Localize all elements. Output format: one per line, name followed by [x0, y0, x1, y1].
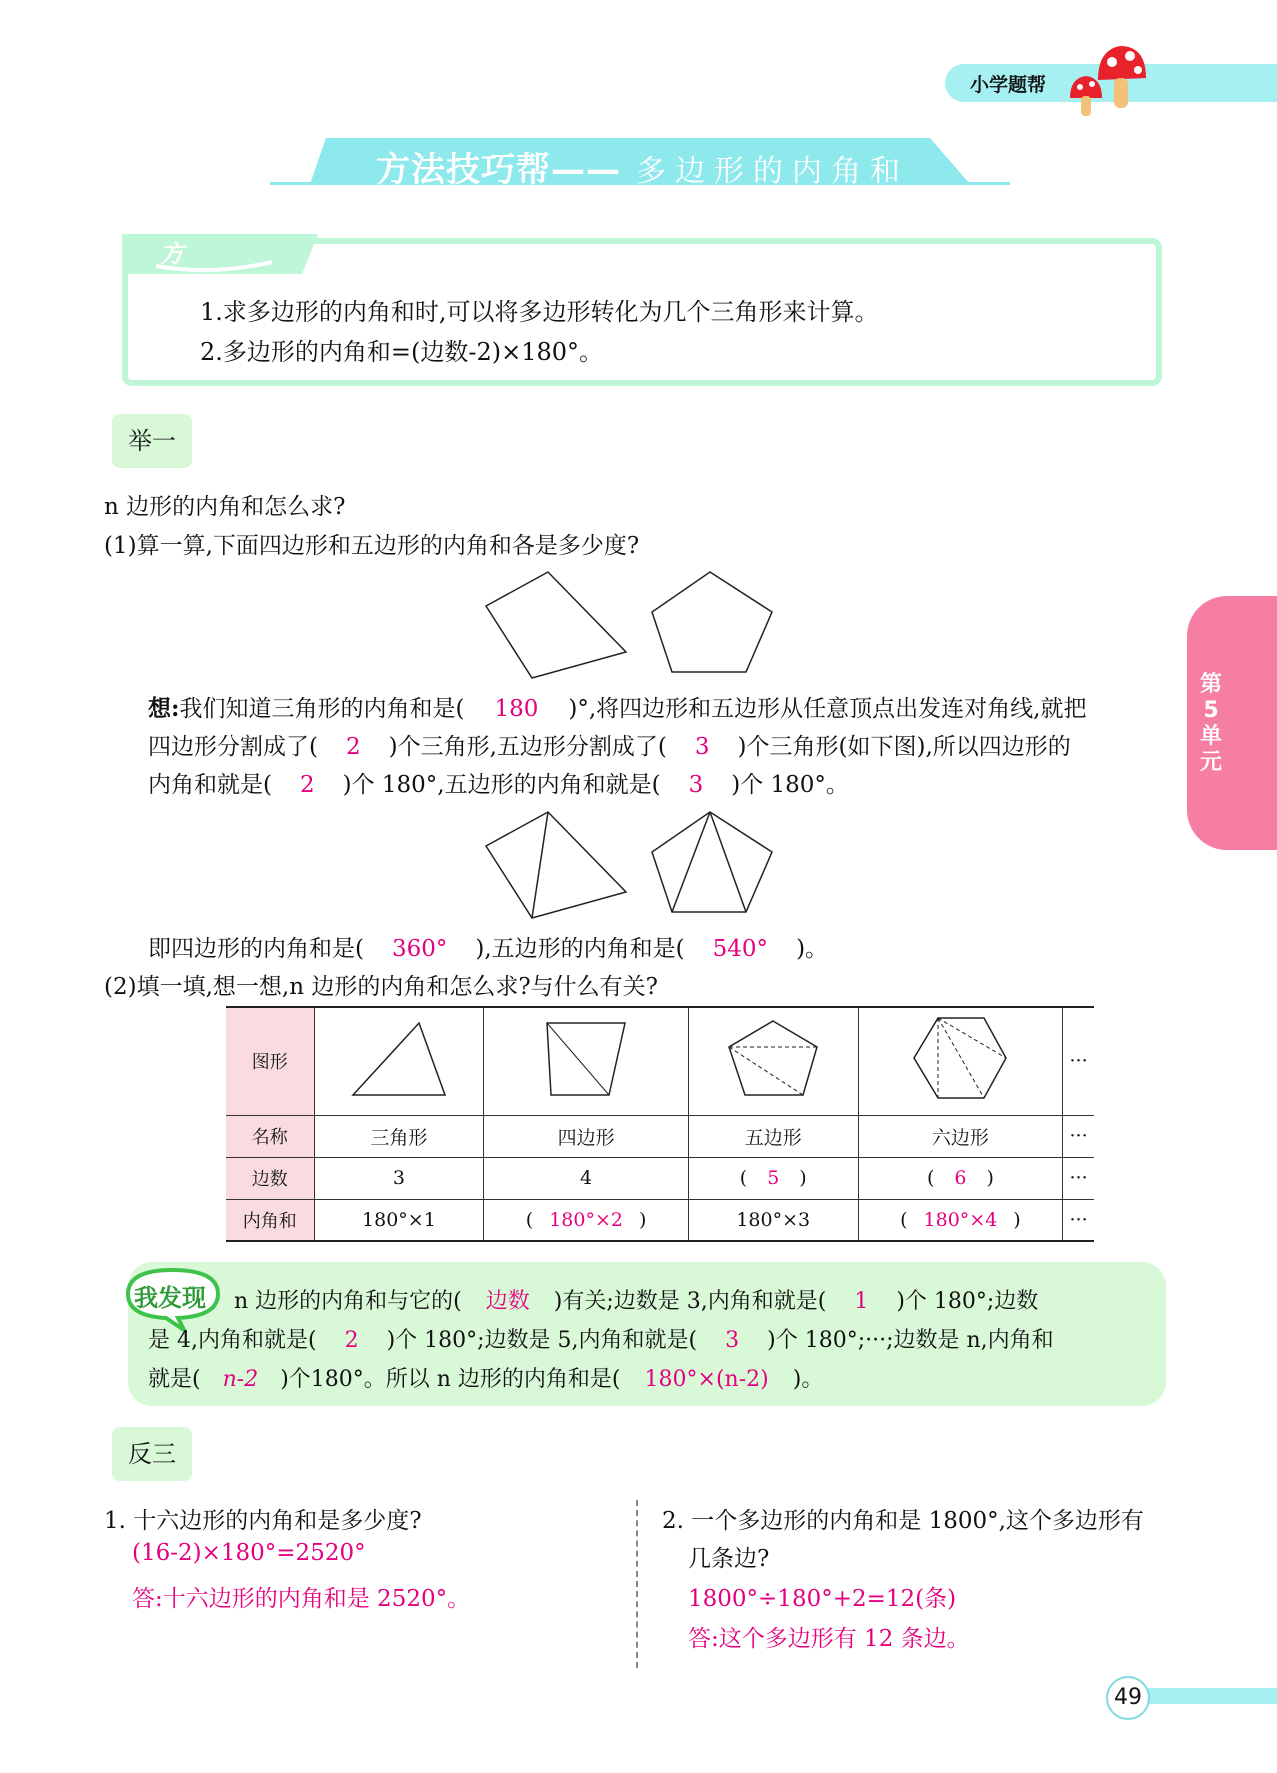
discover-text-3b: )个180°。所以 n 边形的内角和是( [280, 1367, 621, 1392]
page-title: 方法技巧帮—— [376, 150, 621, 190]
page-number: 49 [1106, 1676, 1150, 1720]
paren-open: ( [900, 1208, 908, 1231]
paren-close: ) [638, 1208, 647, 1231]
guide-line-1: 1.求多边形的内角和时,可以将多边形转化为几个三角形来计算。 [200, 298, 879, 326]
result-text-c: )。 [796, 936, 829, 962]
polygon-table [226, 1006, 1094, 1242]
pentagon-shape [723, 1017, 823, 1101]
table-cell: 六边形 [858, 1115, 1063, 1157]
triangle-shape [349, 1017, 449, 1101]
answer-3b: 3 [688, 772, 704, 798]
answer-n-minus-2: n-2 [222, 1367, 259, 1392]
paren-open: ( [525, 1208, 534, 1231]
table-cell: 四边形 [484, 1115, 689, 1157]
practice-answer-2-calc: 1800°÷180°+2=12(条) [688, 1586, 957, 1612]
table-cell: 五边形 [688, 1115, 858, 1157]
table-cell: 3 [314, 1157, 484, 1199]
table-cell [858, 1157, 1063, 1199]
page-number-bar [1130, 1688, 1277, 1704]
discover-line-3 [148, 1362, 823, 1393]
discover-text-1b: )有关;边数是 3,内角和就是( [553, 1289, 827, 1314]
practice-question-2: 2. 一个多边形的内角和是 1800°,这个多边形有 [662, 1508, 1144, 1534]
table-cell-pentagon [688, 1007, 858, 1115]
answer-540: 540° [712, 936, 769, 962]
table-row [226, 1157, 1094, 1199]
think-text-3a: 内角和就是( [148, 772, 272, 798]
section-label-practice: 反三 [112, 1427, 192, 1481]
practice-question-2-cont: 几条边? [688, 1546, 770, 1572]
discover-text-1a: n 边形的内角和与它的( [234, 1289, 462, 1314]
answer-360: 360° [391, 936, 448, 962]
discover-line-1 [234, 1284, 1038, 1315]
guide-tab-label: 方法指导 [160, 240, 184, 373]
answer-one: 1 [854, 1289, 869, 1314]
practice-answer-2-text: 答:这个多边形有 12 条边。 [688, 1626, 970, 1652]
table-cell [688, 1157, 858, 1199]
guide-line-2: 2.多边形的内角和=(边数-2)×180°。 [200, 338, 604, 366]
divided-shapes-figure [480, 806, 800, 924]
table-head-name: 名称 [226, 1115, 314, 1157]
result-text-b: ),五边形的内角和是( [475, 936, 685, 962]
think-text-2b: )个三角形,五边形分割成了( [388, 734, 667, 760]
discover-text-3c: )。 [792, 1367, 824, 1392]
quadrilateral-shape [541, 1017, 631, 1101]
think-line-3 [148, 766, 849, 799]
table-cell: 三角形 [314, 1115, 484, 1157]
discover-text-3a: 就是( [148, 1367, 201, 1392]
think-text-1a: 我们知道三角形的内角和是( [179, 696, 465, 722]
paren-open: ( [739, 1167, 748, 1189]
paren-open: ( [926, 1167, 935, 1189]
table-cell-quadrilateral [484, 1007, 689, 1115]
answer-three: 3 [725, 1328, 740, 1353]
answer-sides-5: 5 [767, 1167, 780, 1189]
page-subtitle: 多边形的内角和 [636, 154, 909, 189]
table-row [226, 1115, 1094, 1157]
think-text-2c: )个三角形(如下图),所以四边形的 [737, 734, 1071, 760]
table-cell [858, 1199, 1063, 1241]
answer-sum-2: 180°×2 [549, 1208, 623, 1231]
answer-formula: 180°×(n-2) [644, 1367, 769, 1392]
think-text-3c: )个 180°。 [731, 772, 849, 798]
think-line-2 [148, 728, 1071, 761]
table-head-sum: 内角和 [226, 1199, 314, 1241]
discover-text-2a: 是 4,内角和就是( [148, 1328, 317, 1353]
table-cell-hexagon [858, 1007, 1063, 1115]
answer-two: 2 [344, 1328, 359, 1353]
think-text-2a: 四边形分割成了( [148, 734, 318, 760]
table-cell-ellipsis: ··· [1063, 1115, 1094, 1157]
table-cell: 180°×3 [688, 1199, 858, 1241]
discover-text-1c: )个 180°;边数 [896, 1289, 1039, 1314]
table-cell [484, 1199, 689, 1241]
table-cell-ellipsis: ··· [1063, 1199, 1094, 1241]
table-cell-triangle [314, 1007, 484, 1115]
paren-close: ) [1013, 1208, 1021, 1231]
unit-side-label: 第5单元 [1199, 672, 1222, 775]
section-label-example: 举一 [112, 414, 192, 468]
quadrilateral-pentagon-figure [480, 566, 800, 684]
question-part-2: (2)填一填,想一想,n 边形的内角和怎么求?与什么有关? [104, 974, 658, 1000]
answer-sides-6: 6 [954, 1167, 967, 1189]
think-text-3b: )个 180°,五边形的内角和就是( [342, 772, 661, 798]
answer-2b: 2 [299, 772, 315, 798]
practice-answer-1-text: 答:十六边形的内角和是 2520°。 [132, 1586, 471, 1612]
practice-answer-1-calc: (16-2)×180°=2520° [132, 1540, 366, 1566]
result-text-a: 即四边形的内角和是( [148, 936, 364, 962]
column-divider [636, 1500, 638, 1668]
discover-text-2b: )个 180°;边数是 5,内角和就是( [386, 1328, 698, 1353]
think-text-1b: )°,将四边形和五边形从任意顶点出发连对角线,就把 [568, 696, 1087, 722]
guide-tab-shape [122, 230, 322, 274]
table-cell-ellipsis: ··· [1063, 1157, 1094, 1199]
mushroom-icon [1060, 40, 1150, 120]
think-line-1 [148, 690, 1087, 723]
table-cell: 4 [484, 1157, 689, 1199]
practice-question-1: 1. 十六边形的内角和是多少度? [104, 1508, 422, 1534]
paren-close: ) [799, 1167, 807, 1189]
table-cell: 180°×1 [314, 1199, 484, 1241]
table-head-sides: 边数 [226, 1157, 314, 1199]
answer-sum-4: 180°×4 [923, 1208, 998, 1231]
answer-bianshu: 边数 [485, 1289, 530, 1314]
think-prefix: 想: [148, 695, 180, 722]
answer-3: 3 [694, 734, 710, 760]
discover-line-2 [148, 1323, 1054, 1354]
question-part-1: (1)算一算,下面四边形和五边形的内角和各是多少度? [104, 533, 640, 559]
table-head-shape: 图形 [226, 1007, 314, 1115]
table-cell-ellipsis: ··· [1063, 1007, 1094, 1115]
discover-badge-label: 我发现 [134, 1284, 206, 1312]
table-row [226, 1199, 1094, 1241]
hexagon-shape [910, 1014, 1010, 1104]
answer-180: 180 [494, 696, 539, 722]
paren-close: ) [986, 1167, 994, 1189]
answer-2: 2 [345, 734, 361, 760]
question-intro: n 边形的内角和怎么求? [104, 494, 346, 520]
table-row [226, 1007, 1094, 1115]
brand-label: 小学题帮 [970, 74, 1047, 96]
result-line [148, 930, 828, 963]
discover-text-2c: )个 180°;···;边数是 n,内角和 [767, 1328, 1054, 1353]
